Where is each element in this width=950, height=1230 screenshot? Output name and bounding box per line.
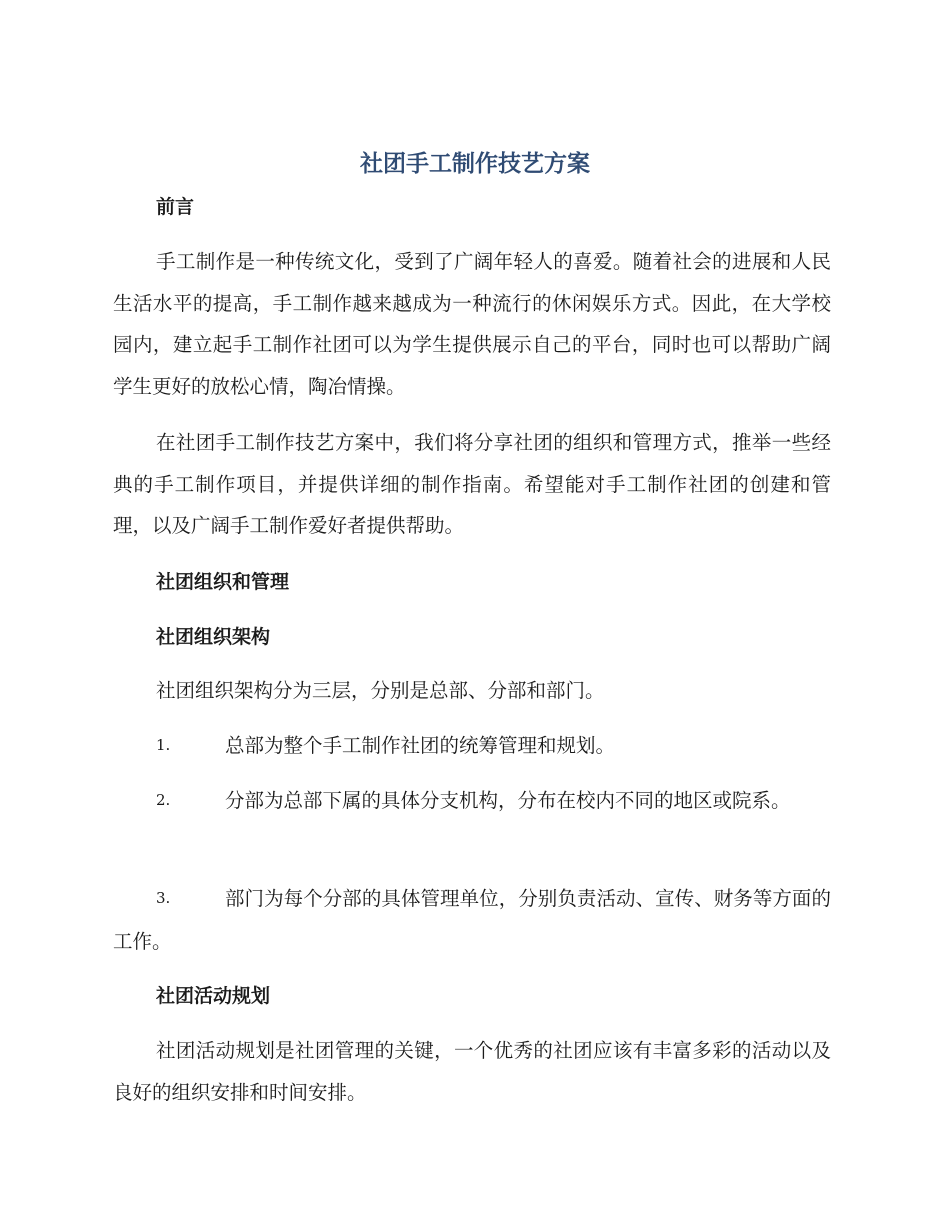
- paragraph-preface-2: 在社团手工制作技艺方案中，我们将分享社团的组织和管理方式，推举一些经典的手工制作项目，并提供详细的制作指南。希望能对手工制作社团的创建和管理，以及广阔手工制作爱好者提供帮助。: [113, 431, 831, 537]
- list-item-number: 2.: [156, 791, 171, 809]
- list-item: [113, 877, 831, 963]
- heading-preface: 前言: [156, 196, 195, 218]
- list-item-number: 1.: [156, 736, 171, 754]
- heading-activity-planning: 社团活动规划: [156, 985, 271, 1007]
- paragraph-activity: 社团活动规划是社团管理的关键，一个优秀的社团应该有丰富多彩的活动以及良好的组织安排和时间安排。: [113, 1039, 831, 1104]
- document-title: 社团手工制作技艺方案: [360, 151, 590, 177]
- list-item-text: 部门为每个分部的具体管理单位，分别负责活动、宣传、财务等方面的工作。: [113, 887, 831, 953]
- paragraph-preface-1: 手工制作是一种传统文化，受到了广阔年轻人的喜爱。随着社会的进展和人民生活水平的提高，手工制作越来越成为一种流行的休闲娱乐方式。因此，在大学校园内，建立起手工制作社团可以为学生提供展示自己的平台，同时也可以帮助广阔学生更好的放松心情，陶冶情操。: [113, 250, 831, 398]
- heading-org-structure: 社团组织架构: [156, 626, 271, 648]
- list-item-text: 分部为总部下属的具体分支机构，分布在校内不同的地区或院系。: [225, 789, 791, 812]
- list-item: [113, 724, 831, 767]
- structure-intro: 社团组织架构分为三层，分别是总部、分部和部门。: [156, 679, 605, 702]
- list-item: [113, 779, 831, 822]
- list-item-text: 总部为整个手工制作社团的统筹管理和规划。: [225, 734, 616, 757]
- heading-org-management: 社团组织和管理: [156, 571, 290, 593]
- list-item-number: 3.: [156, 889, 171, 907]
